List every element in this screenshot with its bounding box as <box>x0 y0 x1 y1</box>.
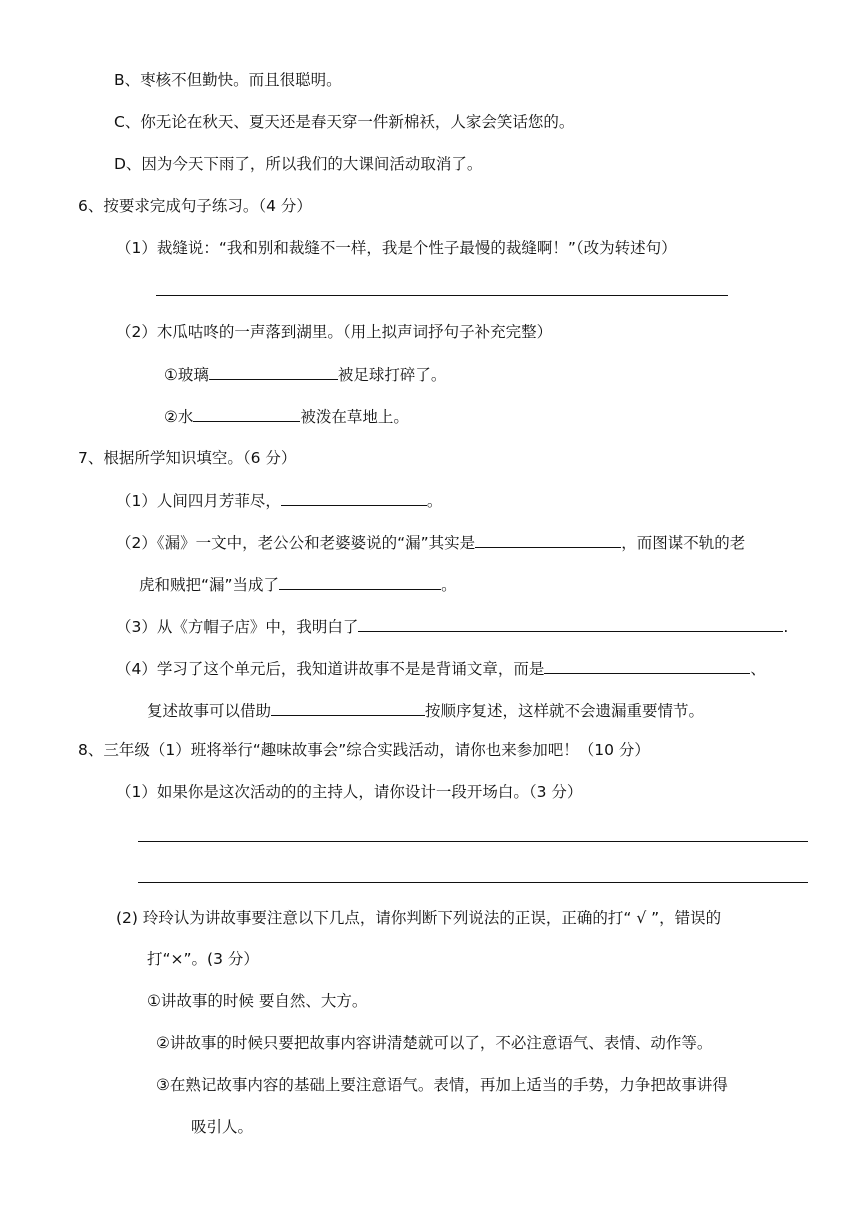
text: ②水 <box>164 408 194 426</box>
question-8-part-2-cont: 打“×”。(3 分） <box>147 950 259 968</box>
text: 按顺序复述，这样就不会遗漏重要情节。 <box>425 702 705 720</box>
judgment-item-1: ①讲故事的时候 要自然、大方。 <box>147 992 368 1010</box>
text: 虎和贼把“漏”当成了 <box>139 576 280 594</box>
fill-blank[interactable] <box>358 615 783 632</box>
text: （3）从《方帽子店》中，我明白了 <box>116 618 359 636</box>
question-6-part-2a <box>164 363 446 386</box>
question-7-part-3 <box>116 615 788 638</box>
text: （1）人间四月芳菲尽， <box>116 492 281 510</box>
answer-line[interactable] <box>138 882 808 883</box>
option-b: B、枣核不但勤快。而且很聪明。 <box>114 71 342 89</box>
fill-blank[interactable] <box>544 657 750 674</box>
question-6-part-2: （2）木瓜咕咚的一声落到湖里。（用上拟声词抒句子补充完整） <box>116 323 553 341</box>
question-7-part-2 <box>116 531 745 554</box>
text: 、 <box>750 660 766 678</box>
question-8-part-2: (2) 玲玲认为讲故事要注意以下几点，请你判断下列说法的正误，正确的打“ √ ”，错误的 <box>116 909 722 927</box>
text: 。 <box>441 576 457 594</box>
judgment-item-3: ③在熟记故事内容的基础上要注意语气。表情，再加上适当的手势，力争把故事讲得 <box>156 1076 728 1094</box>
text: （2）《漏》一文中，老公公和老婆婆说的“漏”其实是 <box>116 534 476 552</box>
question-6-part-2b <box>164 405 409 428</box>
text: （4）学习了这个单元后，我知道讲故事不是是背诵文章，而是 <box>116 660 545 678</box>
question-7-part-4 <box>116 657 766 680</box>
text: ①玻璃 <box>164 366 209 384</box>
question-6-title: 6、按要求完成句子练习。（4 分） <box>78 197 312 215</box>
judgment-item-3-cont: 吸引人。 <box>191 1118 254 1136</box>
option-d: D、因为今天下雨了，所以我们的大课间活动取消了。 <box>114 155 483 173</box>
fill-blank[interactable] <box>475 531 621 548</box>
fill-blank[interactable] <box>193 405 300 422</box>
question-6-part-1: （1）裁缝说：“我和别和裁缝不一样，我是个性子最慢的裁缝啊！”（改为转述句） <box>116 239 677 257</box>
text: 。 <box>426 492 443 510</box>
answer-line[interactable] <box>138 841 808 842</box>
question-7-part-1 <box>116 489 442 512</box>
question-8-part-1: （1）如果你是这次活动的的主持人，请你设计一段开场白。（3 分） <box>116 783 583 801</box>
text: 复述故事可以借助 <box>147 702 272 720</box>
text: 被足球打碎了。 <box>337 366 447 384</box>
fill-blank[interactable] <box>209 363 338 380</box>
answer-line[interactable] <box>156 295 728 296</box>
text: 被泼在草地上。 <box>300 408 409 426</box>
fill-blank[interactable] <box>271 699 425 716</box>
text: . <box>783 618 789 636</box>
fill-blank[interactable] <box>279 573 441 590</box>
fill-blank[interactable] <box>281 489 427 506</box>
question-7-part-2-cont <box>139 573 457 596</box>
question-7-title: 7、根据所学知识填空。（6 分） <box>78 449 297 467</box>
question-7-part-4-cont <box>147 699 704 722</box>
question-8-title: 8、三年级（1）班将举行“趣味故事会”综合实践活动，请你也来参加吧！（10 分） <box>78 741 650 759</box>
judgment-item-2: ②讲故事的时候只要把故事内容讲清楚就可以了，不必注意语气、表情、动作等。 <box>156 1034 713 1052</box>
option-c: C、你无论在秋天、夏天还是春天穿一件新棉袄，人家会笑话您的。 <box>114 113 575 131</box>
text: ，而图谋不轨的老 <box>621 534 746 552</box>
